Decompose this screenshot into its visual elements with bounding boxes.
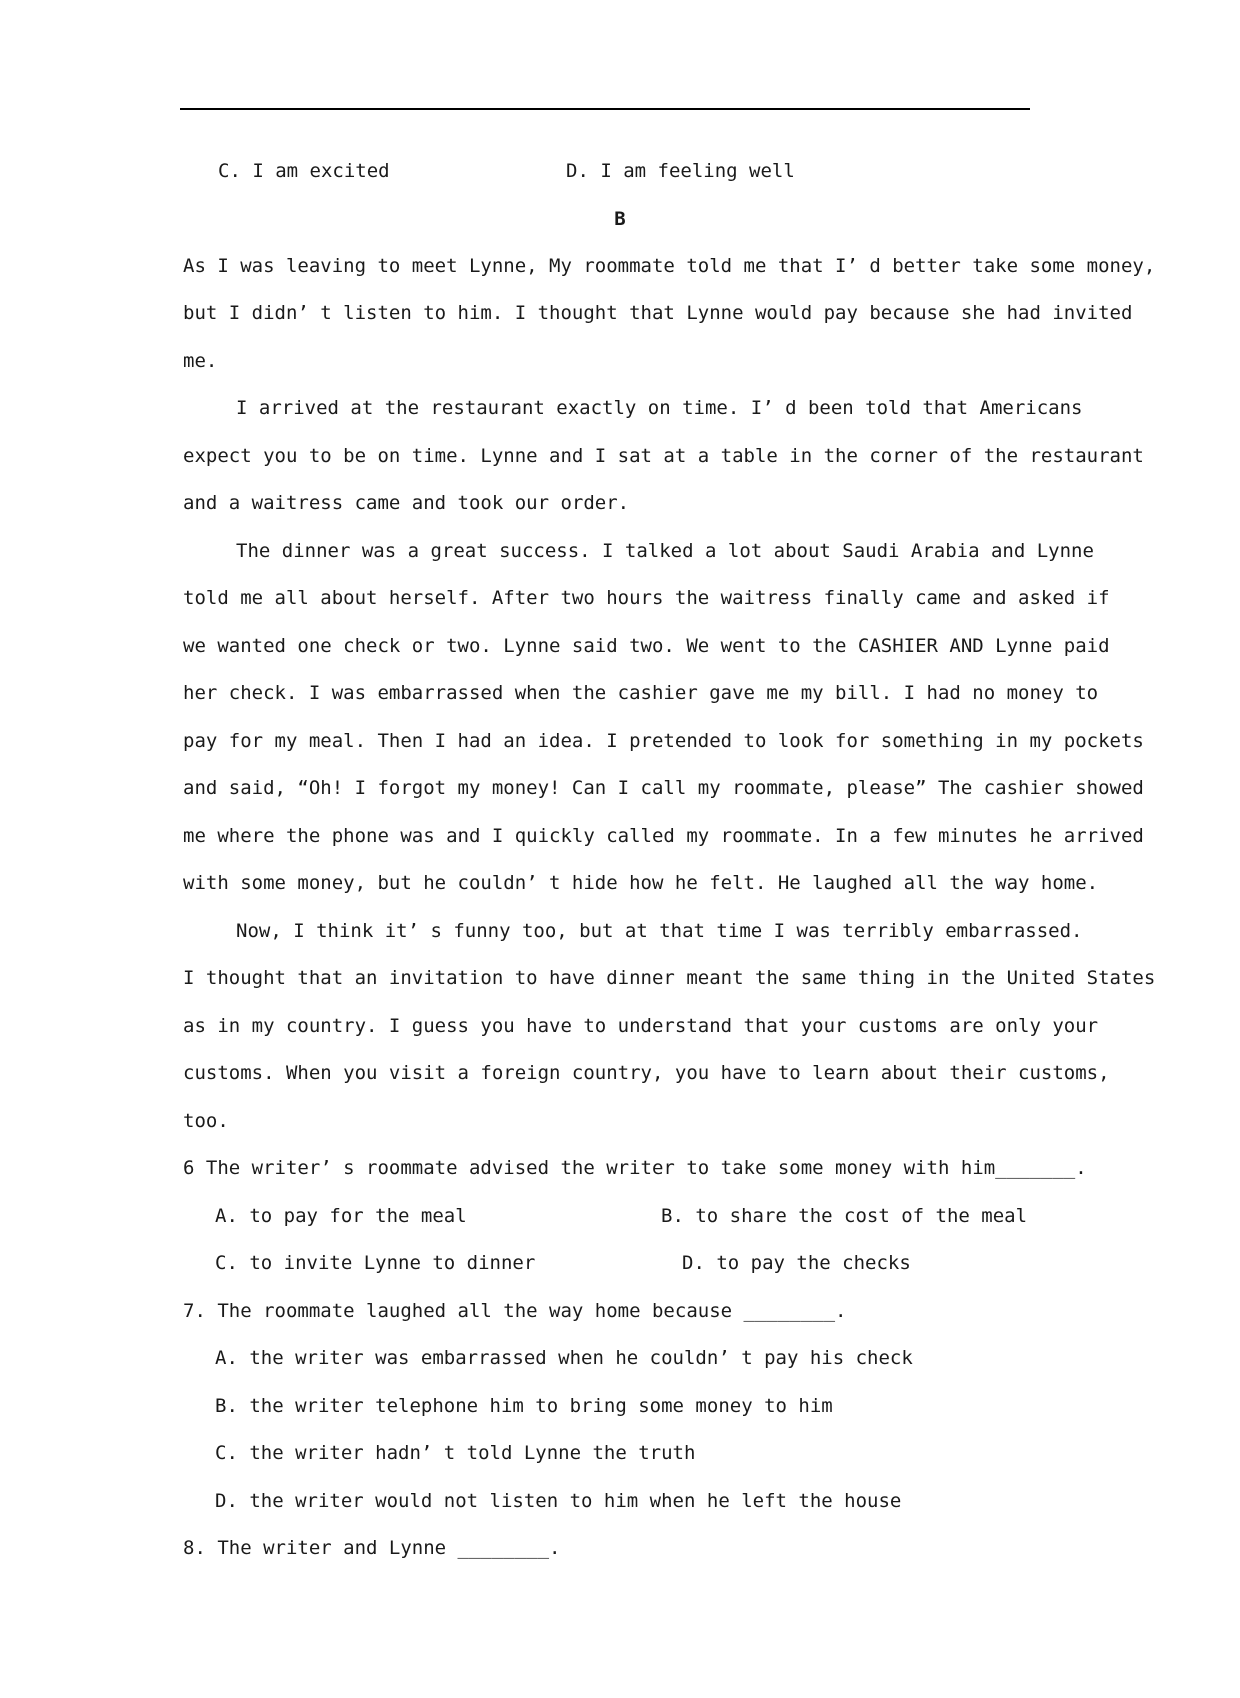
passage-line: too. [183,1110,229,1132]
question-7-option-a: A. the writer was embarrassed when he couldn’ t pay his check [215,1347,913,1369]
question-7-stem: 7. The roommate laughed all the way home because ________. [183,1300,847,1322]
passage-line: and said, “Oh! I forgot my money! Can I call my roommate, please” The cashier showed [183,777,1144,799]
passage-line: I arrived at the restaurant exactly on time. I’ d been told that Americans [236,397,1083,419]
passage-line: we wanted one check or two. Lynne said two. We went to the CASHIER AND Lynne paid [183,635,1110,657]
passage-line: but I didn’ t listen to him. I thought that Lynne would pay because she had invited [183,302,1133,324]
passage-line: me where the phone was and I quickly called my roommate. In a few minutes he arrived [183,825,1144,847]
section-heading: B [614,208,626,230]
question-6-option-c: C. to invite Lynne to dinner [215,1252,536,1274]
question-7-option-c: C. the writer hadn’ t told Lynne the truth [215,1442,696,1464]
passage-line: told me all about herself. After two hours the waitress finally came and asked if [183,587,1110,609]
passage-line: Now, I think it’ s funny too, but at that time I was terribly embarrassed. [236,920,1083,942]
passage-line: as in my country. I guess you have to understand that your customs are only your [183,1015,1099,1037]
option-d-feeling-well: D. I am feeling well [566,160,795,182]
passage-line: customs. When you visit a foreign country, you have to learn about their customs, [183,1062,1110,1084]
header-rule [180,108,1030,110]
question-6-stem: 6 The writer’ s roommate advised the writer to take some money with him_______. [183,1157,1087,1179]
option-c-excited: C. I am excited [218,160,390,182]
passage-line: I thought that an invitation to have dinner meant the same thing in the United States [183,967,1156,989]
passage-line: The dinner was a great success. I talked a lot about Saudi Arabia and Lynne [236,540,1094,562]
question-6-option-d: D. to pay the checks [682,1252,911,1274]
question-8-stem: 8. The writer and Lynne ________. [183,1537,561,1559]
question-6-option-a: A. to pay for the meal [215,1205,467,1227]
question-6-option-b: B. to share the cost of the meal [661,1205,1028,1227]
passage-line: me. [183,350,218,372]
question-7-option-b: B. the writer telephone him to bring some money to him [215,1395,833,1417]
passage-line: pay for my meal. Then I had an idea. I pretended to look for something in my pockets [183,730,1144,752]
question-7-option-d: D. the writer would not listen to him when he left the house [215,1490,902,1512]
passage-line: with some money, but he couldn’ t hide how he felt. He laughed all the way home. [183,872,1099,894]
passage-line: expect you to be on time. Lynne and I sat at a table in the corner of the restaurant [183,445,1144,467]
passage-line: her check. I was embarrassed when the cashier gave me my bill. I had no money to [183,682,1099,704]
passage-line: and a waitress came and took our order. [183,492,630,514]
passage-line: As I was leaving to meet Lynne, My roommate told me that I’ d better take some money, [183,255,1156,277]
